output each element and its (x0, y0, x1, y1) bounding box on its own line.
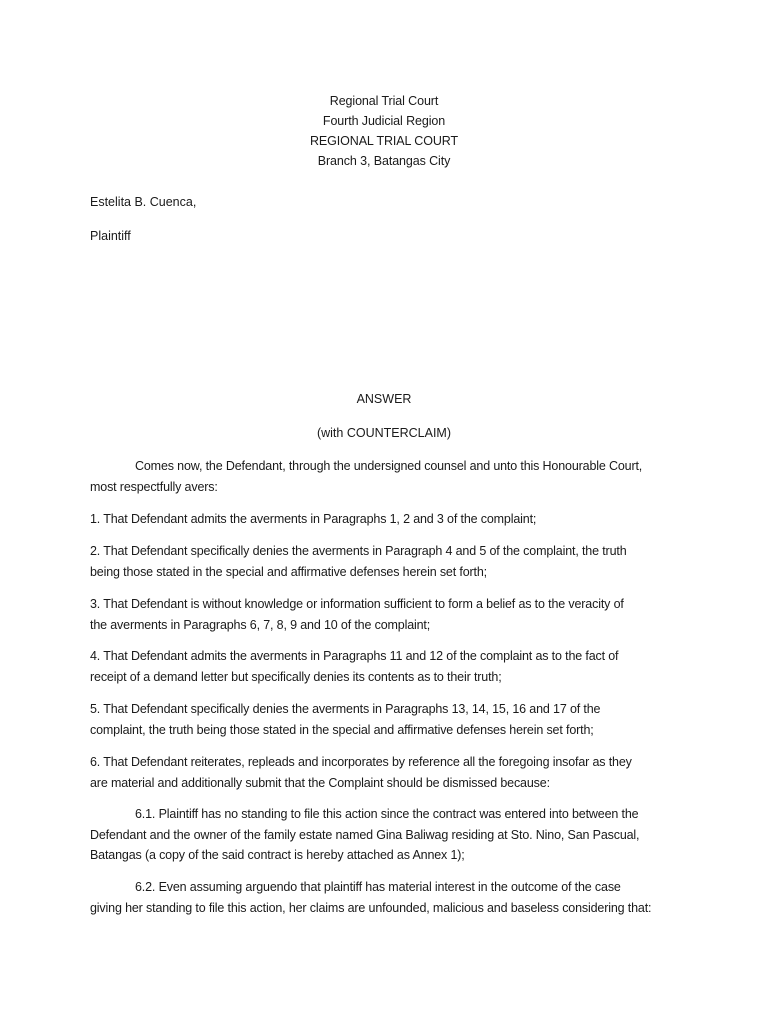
paragraph-line: the averments in Paragraphs 6, 7, 8, 9 and 10 of the complaint; (90, 617, 431, 632)
caption-line: Branch 3, Batangas City (317, 154, 451, 168)
paragraph-line: are material and additionally submit that the Complaint should be dismissed because: (90, 775, 550, 790)
paragraph-6-1 (90, 804, 690, 866)
paragraph-line: complaint, the truth being those stated in the special and affirmative defenses herein set forth; (90, 722, 594, 737)
paragraph-line: 5. That Defendant specifically denies the averments in Paragraphs 13, 14, 15, 16 and 17 of the (90, 702, 601, 716)
paragraph-line: being those stated in the special and affirmative defenses herein set forth; (90, 564, 487, 579)
document-title: ANSWER (356, 392, 412, 406)
paragraph-line: Batangas (a copy of the said contract is hereby attached as Annex 1); (90, 848, 465, 862)
caption-line: Fourth Judicial Region (322, 114, 446, 128)
paragraph-line: 2. That Defendant specifically denies the averments in Paragraph 4 and 5 of the complaint, the truth (90, 544, 627, 558)
document-subtitle: (with COUNTERCLAIM) (316, 426, 452, 440)
paragraph-line: giving her standing to file this action, her claims are unfounded, malicious and baseless considering that: (90, 900, 652, 915)
paragraph-5 (90, 699, 690, 740)
caption-line: Regional Trial Court (329, 94, 439, 108)
paragraph-line: Comes now, the Defendant, through the undersigned counsel and unto this Honourable Court, (135, 459, 643, 473)
paragraph-line: 4. That Defendant admits the averments in Paragraphs 11 and 12 of the complaint as to the fact of (90, 649, 619, 663)
paragraph-2 (90, 541, 690, 582)
plaintiff-role: Plaintiff (90, 229, 131, 243)
paragraph-1 (90, 509, 690, 530)
caption-line: REGIONAL TRIAL COURT (309, 134, 459, 148)
paragraph-6 (90, 752, 690, 793)
paragraph-3 (90, 594, 690, 635)
plaintiff-name: Estelita B. Cuenca, (90, 195, 197, 209)
paragraph-line: receipt of a demand letter but specifically denies its contents as to their truth; (90, 669, 502, 684)
paragraph-line: 3. That Defendant is without knowledge or information sufficient to form a belief as to the veracity of (90, 597, 624, 611)
paragraph-line: 6.2. Even assuming arguendo that plaintiff has material interest in the outcome of the case (135, 880, 621, 894)
paragraph-line: 6. That Defendant reiterates, repleads and incorporates by reference all the foregoing insofar as they (90, 755, 632, 769)
court-caption (0, 91, 768, 171)
intro-paragraph (90, 456, 690, 497)
paragraph-6-2 (90, 877, 690, 918)
paragraph-line: Defendant and the owner of the family estate named Gina Baliwag residing at Sto. Nino, San Pascual, (90, 827, 640, 842)
paragraph-line: 1. That Defendant admits the averments in Paragraphs 1, 2 and 3 of the complaint; (90, 512, 537, 526)
paragraph-line: 6.1. Plaintiff has no standing to file this action since the contract was entered into between the (135, 807, 639, 821)
paragraph-4 (90, 646, 690, 687)
paragraph-line: most respectfully avers: (90, 479, 218, 494)
